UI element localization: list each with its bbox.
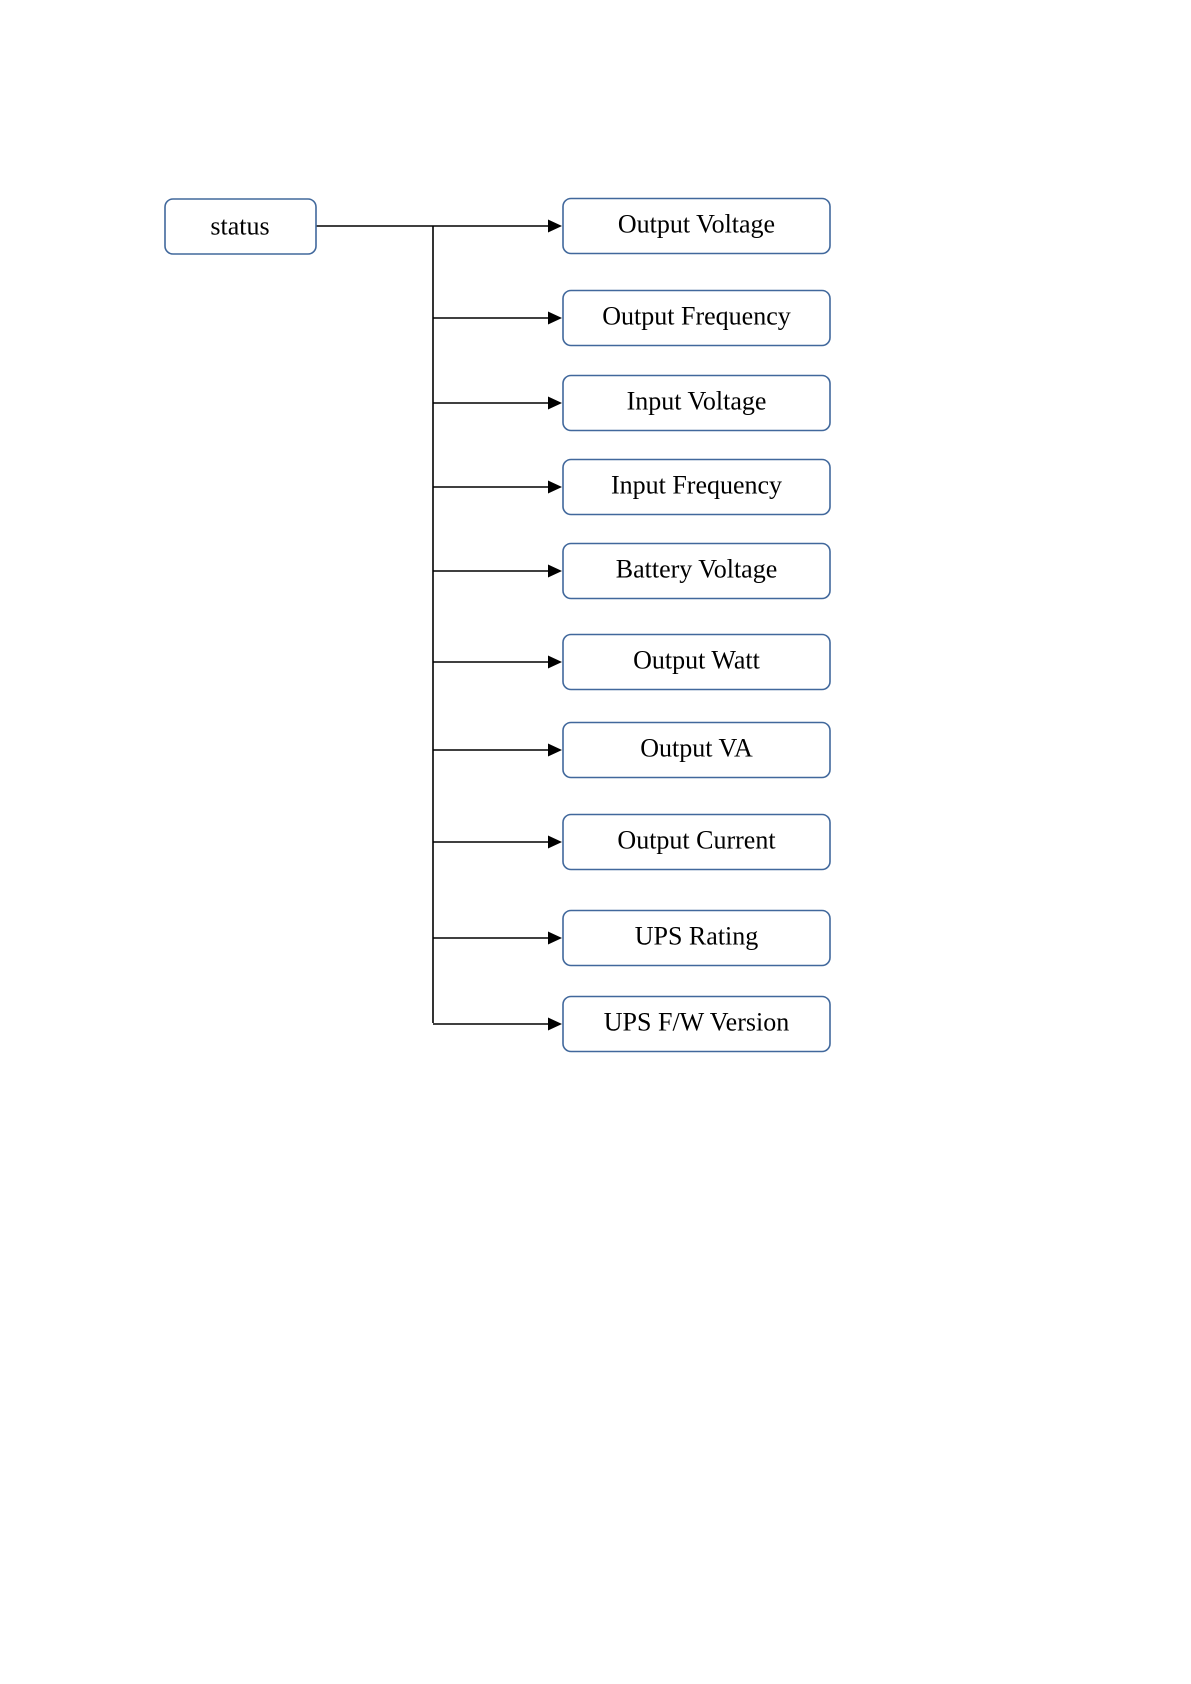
- arrowhead-icon: [548, 1018, 562, 1031]
- root-node-label: status: [210, 211, 270, 241]
- arrowhead-icon: [548, 397, 562, 410]
- connectors: [316, 220, 562, 1031]
- branch-arrow-battery-voltage: [433, 565, 562, 578]
- arrowhead-icon: [548, 744, 562, 757]
- node-label-output-frequency: Output Frequency: [602, 301, 791, 331]
- node-output-current: [563, 815, 830, 870]
- node-output-frequency: [563, 291, 830, 346]
- arrowhead-icon: [548, 312, 562, 325]
- node-input-voltage: [563, 376, 830, 431]
- node-output-va: [563, 723, 830, 778]
- node-output-watt: [563, 635, 830, 690]
- node-label-input-voltage: Input Voltage: [626, 386, 767, 416]
- arrowhead-icon: [548, 481, 562, 494]
- branch-arrow-output-watt: [433, 656, 562, 669]
- branch-arrow-ups-rating: [433, 932, 562, 945]
- node-label-output-va: Output VA: [640, 733, 753, 763]
- branch-arrow-output-frequency: [433, 312, 562, 325]
- node-input-frequency: [563, 460, 830, 515]
- branch-arrow-output-va: [433, 744, 562, 757]
- branch-arrow-ups-f-w-version: [433, 1018, 562, 1031]
- node-label-battery-voltage: Battery Voltage: [615, 554, 778, 584]
- branch-arrow-input-frequency: [433, 481, 562, 494]
- node-label-output-voltage: Output Voltage: [617, 209, 776, 239]
- node-ups-f-w-version: [563, 997, 830, 1052]
- arrowhead-icon: [548, 220, 562, 233]
- node-label-output-watt: Output Watt: [633, 645, 760, 675]
- arrowhead-icon: [548, 565, 562, 578]
- branch-arrow-output-voltage: [433, 220, 562, 233]
- root-node: [165, 199, 316, 254]
- node-ups-rating: [563, 911, 830, 966]
- child-nodes: [563, 199, 830, 1052]
- node-label-ups-f-w-version: UPS F/W Version: [603, 1007, 790, 1037]
- node-label-ups-rating: UPS Rating: [634, 921, 759, 951]
- node-label-input-frequency: Input Frequency: [610, 470, 783, 500]
- branch-arrow-output-current: [433, 836, 562, 849]
- node-output-voltage: [563, 199, 830, 254]
- node-label-output-current: Output Current: [617, 825, 776, 855]
- arrowhead-icon: [548, 932, 562, 945]
- arrowhead-icon: [548, 656, 562, 669]
- node-battery-voltage: [563, 544, 830, 599]
- arrowhead-icon: [548, 836, 562, 849]
- branch-arrow-input-voltage: [433, 397, 562, 410]
- branch-arrows: [433, 220, 562, 1031]
